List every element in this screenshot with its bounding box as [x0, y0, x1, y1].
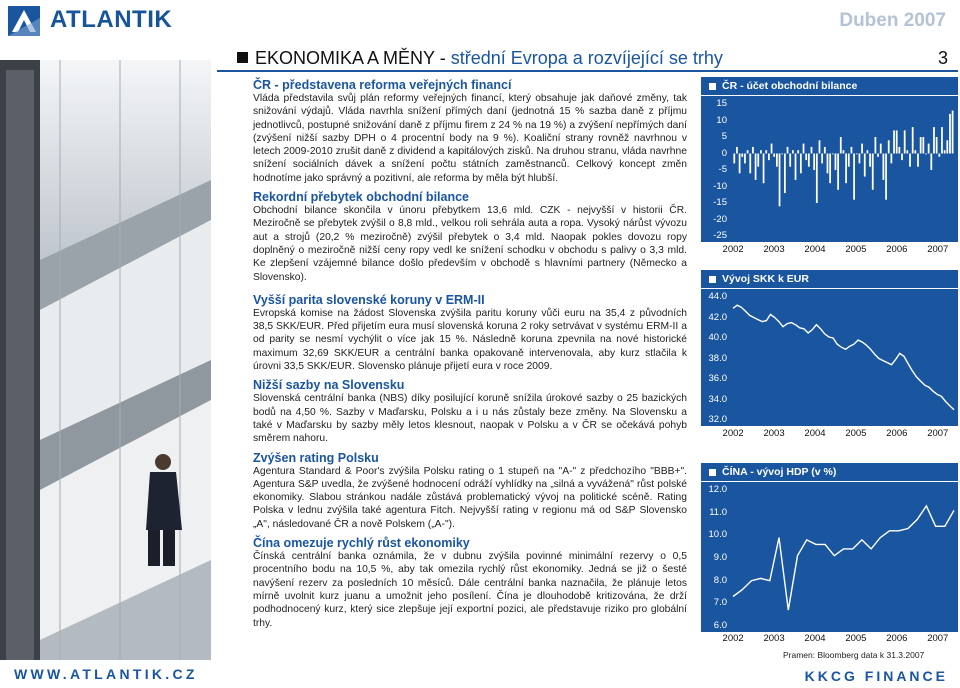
chart-bar: [736, 147, 738, 154]
chart-title-bar: [701, 77, 958, 95]
article-title: ČR - představena reforma veřejných financí: [253, 78, 512, 92]
x-tick-label: 2004: [804, 633, 826, 644]
chart-bar: [795, 154, 797, 180]
x-tick-label: 2007: [927, 633, 949, 644]
chart-bar: [811, 147, 813, 154]
chart-bar: [883, 154, 885, 180]
chart-bar: [792, 150, 794, 153]
chart-bar: [739, 154, 741, 174]
article-body: Obchodní bilance skončila v únoru přebytkem 13,6 mld. CZK - nejvyšší v historii ČR. Meziročně se přebytek zvýšil o 8,8 mld., velkou roli sehrála auta a ropa. Vysoký nárůst vývozu aut a strojů (20,2 % meziročně) zvýšil přebytek o 3,4 mld. Naopak pokles dovozu ropy doplněný o meziročně nižší ceny ropy vedl ke snížení schodku v obchodu s palivy o 3,3 mld. Ke zlepšení vzájemné bilance došlo především v obchodě s hlavními partnery (Německo a Slovensko).: [253, 205, 687, 283]
y-tick-label: -15: [713, 197, 727, 208]
article-body: Evropská komise na žádost Slovenska zvýšila paritu koruny vůči euru na 35,4 z původních 38,5 SKK/EUR. Před přijetím eura musí slovenská koruna 2 roky setrvávat v systému ERM-II a od parity se nesmí vychýlit o více jak 15 %. Následně koruna zpevnila na nové historické maximum 32,69 SKK/EUR a centrální banka opakovaně intervenovala, aby kurz stlačila k úrovni 33,5 SKK/EUR. Slovensko plánuje přijetí eura v roce 2009.: [253, 307, 687, 373]
x-tick-label: 2007: [927, 244, 949, 255]
x-tick-label: 2003: [763, 633, 785, 644]
chart-bar: [872, 154, 874, 190]
bullet-icon: [709, 469, 716, 476]
chart-bar: [776, 154, 778, 167]
chart-bar: [749, 154, 751, 174]
chart-bar: [840, 137, 842, 154]
chart-bar: [773, 154, 775, 157]
chart-bar: [893, 130, 895, 153]
chart-bar: [808, 154, 810, 167]
x-tick-label: 2007: [927, 428, 949, 439]
chart-bar: [859, 154, 861, 164]
x-tick-label: 2006: [886, 633, 908, 644]
chart-bar: [941, 127, 943, 153]
page-title-sub: střední Evropa a rozvíjející se trhy: [450, 48, 723, 68]
x-tick-label: 2005: [845, 244, 867, 255]
y-tick-label: -25: [713, 230, 727, 241]
y-tick-label: 34.0: [708, 393, 727, 405]
chart-bar: [829, 154, 831, 184]
stairway-illustration: [0, 60, 211, 660]
article-title: Nižší sazby na Slovensku: [253, 378, 405, 393]
chart-bar: [928, 144, 930, 154]
y-tick-label: 36.0: [708, 373, 727, 384]
x-tick-label: 2004: [804, 244, 826, 255]
chart-bar: [933, 127, 935, 153]
article-body: Čínská centrální banka oznámila, že v dubnu zvýšila povinné minimální rezervy o 0,5 procentního bodu na 10,5 %, aby tak omezila rychlý růst ekonomiky. Jedná se již o šesté navýšení rezerv za posledních 10 měsíců. Dále centrální banka naznačila, že plánuje letos mírně uvolnit kurz juanu a umožnit jeho posílení. Čína je dlouhodobě kritizována, že drží podhodnocený kurz, který sice zlepšuje její exportní pozici, ale představuje riziko pro globální trhy.: [253, 551, 687, 629]
x-tick-label: 2003: [763, 428, 785, 439]
chart-bar: [757, 154, 759, 167]
chart-bar: [824, 147, 826, 154]
chart-bar: [944, 150, 946, 153]
x-tick-label: 2002: [722, 633, 744, 644]
y-tick-label: 6.0: [713, 620, 727, 631]
chart-bar: [877, 154, 879, 157]
chart-bar: [787, 147, 789, 154]
y-tick-label: 38.0: [708, 352, 727, 364]
y-tick-label: 8.0: [713, 574, 727, 586]
chart-bar: [904, 130, 906, 153]
chart-bar: [856, 154, 858, 155]
y-tick-label: 7.0: [713, 597, 727, 609]
website-link[interactable]: WWW.ATLANTIK.CZ: [14, 666, 198, 682]
chart-bar: [898, 147, 900, 154]
title-bullet-icon: [237, 52, 248, 63]
article-erm2: [253, 293, 687, 373]
bullet-icon: [709, 276, 716, 283]
article-body: Vláda představila svůj plán reformy veřejných financí, který obsahuje jak daňové změny, tak snižování výdajů. Vláda navrhla snížení přímých daní (jednotná 15 % sazba daně z příjmu jednotlivců, postupné snižování daně z příjmu firem z 24 % na 19 %) a zvýšení nepřímých daní (zvýšení nižší sazby DPH o 4 procentní body na 9 %). Koaliční strany rovněž navrhnou v letech 2009-2010 zrušit daně z dividend a kapitálových zisků. Na druhou stranu, vláda navrhne snížení sociálních dávek a snížení počtu státních zaměstnanců. Celkový koncept změn hodnotíme jako správný a pozitivní, ale reforma by měla být hlubší.: [253, 93, 687, 184]
chart-title: ČR - účet obchodní bilance: [722, 80, 858, 92]
chart-bar: [816, 154, 818, 204]
chart-svg: [701, 289, 958, 426]
y-tick-label: 15: [716, 98, 727, 109]
x-tick-label: 2005: [845, 633, 867, 644]
y-tick-label: 12.0: [708, 484, 727, 495]
chart-trade-balance: [701, 77, 958, 95]
chart-bar: [914, 150, 916, 153]
chart-bar: [920, 137, 922, 154]
chart-bar: [747, 150, 749, 153]
chart-bar: [765, 150, 767, 153]
article-trade-balance: [253, 190, 687, 284]
atlantik-logo-icon: [8, 6, 40, 36]
chart-bar: [771, 144, 773, 154]
page-title: [255, 48, 723, 69]
article-china: [253, 536, 687, 630]
building-photo: [0, 60, 211, 660]
chart-bar: [853, 154, 855, 200]
chart-bar: [797, 150, 799, 153]
chart-bar: [888, 140, 890, 153]
chart-bar: [922, 137, 924, 154]
page-title-main: EKONOMIKA A MĚNY -: [255, 48, 451, 68]
chart-bar: [784, 154, 786, 194]
article-body: Slovenská centrální banka (NBS) díky posilující koruně snížila úrokové sazby o 25 bazických bodů na 4,50 %. Sazby v Maďarsku, Polsku a i u nás zůstaly beze změny. Na Slovensku a také v Maďarsku by sazby měly letos klesnout, naopak v Polsku a v ČR se očekává pohyb směrem nahoru.: [253, 393, 687, 445]
chart-bar: [880, 144, 882, 154]
chart-plot-area: [701, 289, 958, 426]
chart-bar: [832, 154, 834, 155]
x-tick-label: 2006: [886, 428, 908, 439]
article-poland-rating: [253, 451, 687, 531]
chart-bar: [949, 114, 951, 154]
chart-bar: [909, 154, 911, 167]
chart-bar: [952, 111, 954, 154]
chart-bar: [733, 154, 735, 164]
chart-bar: [805, 154, 807, 161]
chart-bar: [827, 154, 829, 174]
article-body: Agentura Standard & Poor's zvýšila Polsku rating o 1 stupeň na "A-" z předchozího "BBB+". Agentura S&P uvedla, že zvýšené hodnocení odráží vyhlídky na „silná a vyvážená" růst polské ekonomiky. Slabou stránkou nadále zůstává problematický vývoj na politické scéně. Rating Polska v lednu zvýšila také agentura Fitch. Nejvyšší rating v regionu má od S&P Slovensko „A", následované ČR a nově Polskem („A-").: [253, 465, 687, 530]
y-tick-label: -20: [713, 213, 727, 225]
chart-bar: [821, 154, 823, 164]
chart-plot-area: [701, 482, 958, 632]
chart-plot-area: [701, 96, 958, 242]
chart-title-bar: [701, 270, 958, 288]
article-slovak-rates: [253, 378, 687, 445]
article-title: Vyšší parita slovenské koruny v ERM-II: [253, 292, 485, 307]
footer-brand: KKCG FINANCE: [804, 668, 948, 684]
chart-bar: [803, 144, 805, 154]
chart-bar: [763, 154, 765, 184]
chart-bar: [837, 154, 839, 190]
chart-bar: [781, 154, 783, 155]
y-tick-label: 5: [721, 131, 727, 142]
chart-bar: [819, 140, 821, 153]
chart-bar: [861, 144, 863, 154]
chart-bar: [930, 154, 932, 171]
chart-bar: [789, 154, 791, 167]
chart-bar: [864, 154, 866, 177]
x-tick-label: 2002: [722, 428, 744, 439]
chart-svg: [701, 96, 958, 242]
x-tick-label: 2003: [763, 244, 785, 255]
page-number: 3: [937, 48, 948, 68]
chart-bar: [755, 154, 757, 180]
y-tick-label: 0: [721, 147, 727, 159]
chart-bar: [936, 137, 938, 154]
chart-bar: [867, 150, 869, 153]
chart-bar: [938, 154, 940, 157]
article-reform: [253, 78, 687, 185]
chart-bar: [875, 137, 877, 154]
x-tick-label: 2005: [845, 428, 867, 439]
chart-bar: [917, 154, 919, 167]
chart-skk-eur: [701, 270, 958, 288]
chart-bar: [779, 154, 781, 207]
chart-bar: [843, 150, 845, 153]
chart-bar: [845, 154, 847, 184]
section-title-bar: [217, 46, 958, 72]
article-title: Čína omezuje rychlý růst ekonomiky: [253, 536, 470, 551]
chart-series-line: [733, 305, 954, 410]
chart-title: Vývoj SKK k EUR: [722, 273, 809, 285]
y-tick-label: 11.0: [709, 506, 727, 518]
chart-bar: [896, 130, 898, 153]
chart-title-bar: [701, 463, 958, 481]
bullet-icon: [709, 83, 716, 90]
y-tick-label: 44.0: [708, 291, 727, 302]
article-title: Rekordní přebytek obchodní bilance: [253, 190, 470, 205]
chart-svg: [701, 482, 958, 632]
chart-bar: [800, 154, 802, 174]
issue-date: Duben 2007: [839, 10, 946, 31]
y-tick-label: -5: [718, 164, 727, 175]
x-tick-label: 2006: [886, 244, 908, 255]
chart-bar: [912, 127, 914, 153]
chart-china-gdp: [701, 463, 958, 481]
y-tick-label: 9.0: [713, 552, 727, 563]
chart-bar: [851, 147, 853, 154]
article-title: Zvýšen rating Polsku: [253, 450, 379, 465]
y-tick-label: 10: [716, 114, 727, 126]
company-logo[interactable]: [8, 4, 188, 38]
y-tick-label: 32.0: [708, 414, 727, 425]
chart-series-line: [733, 506, 954, 610]
chart-bar: [752, 147, 754, 154]
y-tick-label: 40.0: [708, 332, 727, 343]
chart-bar: [946, 140, 948, 153]
x-tick-label: 2004: [804, 428, 826, 439]
chart-bar: [885, 154, 887, 200]
articles-column: [253, 78, 687, 635]
chart-bar: [869, 154, 871, 167]
chart-bar: [906, 150, 908, 153]
logo-text: ATLANTIK: [50, 6, 173, 33]
chart-bar: [744, 154, 746, 164]
y-tick-label: 42.0: [708, 311, 727, 323]
chart-bar: [925, 154, 927, 155]
chart-bar: [848, 154, 850, 167]
chart-bar: [760, 150, 762, 153]
chart-bar: [813, 154, 815, 171]
source-note: Pramen: Bloomberg data k 31.3.2007: [783, 650, 925, 660]
chart-bar: [890, 154, 892, 164]
y-tick-label: 10.0: [708, 529, 727, 541]
x-tick-label: 2002: [722, 244, 744, 255]
chart-bar: [768, 154, 770, 161]
y-tick-label: -10: [713, 180, 727, 192]
chart-bar: [741, 154, 743, 157]
chart-title: ČÍNA - vývoj HDP (v %): [722, 466, 837, 478]
chart-bar: [901, 154, 903, 161]
chart-bar: [835, 154, 837, 171]
